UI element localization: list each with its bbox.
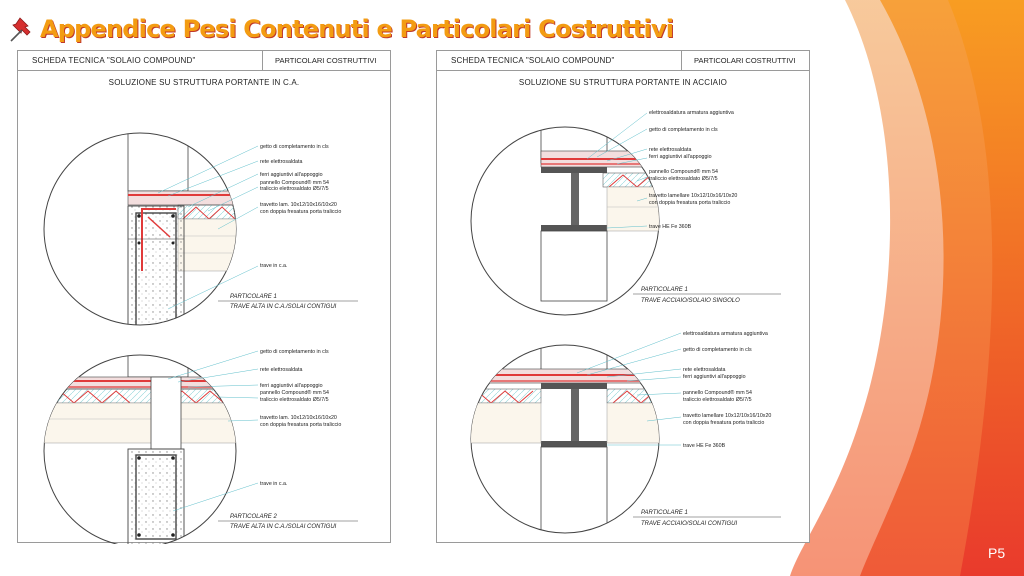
detail-caption-2: TRAVE ACCIAIO/SOLAIO SINGOLO — [641, 298, 740, 304]
detail-2-steel-beam — [457, 331, 781, 537]
sheet-subtitle: SOLUZIONE SU STRUTTURA PORTANTE IN ACCIAIO — [518, 78, 728, 87]
slide-title-bar — [8, 12, 673, 46]
sheet-header-title: SCHEDA TECNICA "SOLAIO COMPOUND" — [437, 51, 682, 70]
label-travetto: travetto lamellare 10x12/10x16/10x20 — [683, 413, 772, 419]
detail-caption-1: PARTICOLARE 2 — [230, 514, 277, 520]
sheet-header-title: SCHEDA TECNICA "SOLAIO COMPOUND" — [18, 51, 263, 70]
label-travetto: travetto lam. 10x12/10x16/10x20 — [260, 415, 337, 421]
label-getto: getto di completamento in cls — [260, 349, 329, 355]
label-fresatura: con doppia fresatura porta traliccio — [260, 422, 342, 428]
detail-2-concrete-beam — [38, 321, 358, 544]
label-ferri: ferri aggiuntivi all'appoggio — [260, 172, 323, 178]
label-rete: rete elettrosaldata — [683, 367, 726, 373]
detail-caption-2: TRAVE ALTA IN C.A./SOLAI CONTIGUI — [230, 304, 337, 310]
detail-caption-2: TRAVE ALTA IN C.A./SOLAI CONTIGUI — [230, 524, 337, 530]
label-getto: getto di completamento in cls — [683, 347, 752, 353]
technical-sheet-concrete — [17, 50, 391, 543]
detail-caption-1: PARTICOLARE 1 — [230, 294, 277, 300]
label-getto: getto di completamento in cls — [260, 144, 329, 150]
sheet-subtitle: SOLUZIONE SU STRUTTURA PORTANTE IN C.A. — [108, 78, 300, 87]
detail-caption-2: TRAVE ACCIAIO/SOLAI CONTIGUI — [641, 521, 738, 527]
technical-sheet-steel — [436, 50, 810, 543]
detail-caption-1: PARTICOLARE 1 — [641, 287, 688, 293]
detail-1-steel-beam — [471, 110, 781, 315]
sheet-header-section: PARTICOLARI COSTRUTTIVI — [275, 56, 377, 65]
label-traliccio: traliccio elettrosaldato Ø5/7/5 — [260, 186, 329, 192]
page-number: P5 — [988, 545, 1006, 561]
label-pannello: pannello Compound® mm 54 — [260, 180, 329, 186]
label-pannello: pannello Compound® mm 54 — [260, 390, 329, 396]
sheet-header-section: PARTICOLARI COSTRUTTIVI — [694, 56, 796, 65]
detail-caption-1: PARTICOLARE 1 — [641, 510, 688, 516]
label-traliccio: traliccio elettrosaldato Ø5/7/5 — [683, 397, 752, 403]
label-travetto: travetto lamellare 10x12/10x16/10x20 — [649, 193, 738, 199]
label-trave: trave HE Fe 360B — [649, 224, 692, 230]
label-armatura: elettrosaldatura armatura aggiuntiva — [649, 110, 734, 116]
label-rete: rete elettrosaldata — [260, 159, 303, 165]
concrete-details-drawing — [18, 51, 392, 544]
label-travetto: travetto lam. 10x12/10x16/10x20 — [260, 202, 337, 208]
pushpin-icon — [8, 14, 38, 44]
label-ferri: ferri aggiuntivi all'appoggio — [649, 154, 712, 160]
label-traliccio: traliccio elettrosaldato Ø5/7/5 — [260, 397, 329, 403]
label-trave: trave in c.a. — [260, 263, 288, 269]
label-fresatura: con doppia fresatura porta traliccio — [649, 200, 731, 206]
label-armatura: elettrosaldatura armatura aggiuntiva — [683, 331, 768, 337]
slide-title: Appendice Pesi Contenuti e Particolari Costruttivi — [40, 15, 674, 43]
label-fresatura: con doppia fresatura porta traliccio — [260, 209, 342, 215]
label-trave: trave in c.a. — [260, 481, 288, 487]
label-pannello: pannello Compound® mm 54 — [649, 169, 718, 175]
label-fresatura: con doppia fresatura porta traliccio — [683, 420, 765, 426]
steel-details-drawing — [437, 51, 811, 544]
label-ferri: ferri aggiuntivi all'appoggio — [260, 383, 323, 389]
label-ferri: ferri aggiuntivi all'appoggio — [683, 374, 746, 380]
detail-1-concrete-beam — [44, 91, 358, 346]
label-rete: rete elettrosaldata — [260, 367, 303, 373]
label-pannello: pannello Compound® mm 54 — [683, 390, 752, 396]
label-traliccio: traliccio elettrosaldato Ø5/7/5 — [649, 176, 718, 182]
label-trave: trave HE Fe 360B — [683, 443, 726, 449]
label-getto: getto di completamento in cls — [649, 127, 718, 133]
label-rete: rete elettrosaldata — [649, 147, 692, 153]
